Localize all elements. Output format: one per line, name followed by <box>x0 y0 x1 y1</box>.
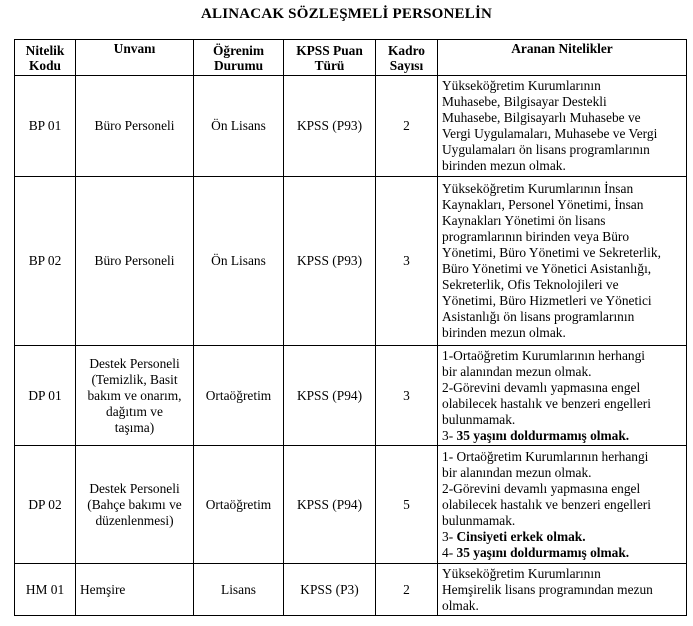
code-cell: BP 02 <box>15 177 76 346</box>
title-cell: Büro Personeli <box>76 76 194 177</box>
header-code: Nitelik Kodu <box>15 40 76 76</box>
table-row <box>15 346 687 446</box>
table-header-row <box>15 40 687 76</box>
header-kpss: KPSS Puan Türü <box>284 40 376 76</box>
qualifications-cell: Yükseköğretim Kurumlarının Muhasebe, Bilgisayar Destekli Muhasebe, Bilgisayarlı Muhasebe ve Vergi Uygulamaları, Muhasebe ve Vergi Uygulamaları ön lisans programlarının birinden mezun olmak. <box>438 76 687 177</box>
count-cell: 2 <box>376 76 438 177</box>
education-cell: Ön Lisans <box>194 177 284 346</box>
kpss-cell: KPSS (P94) <box>284 346 376 446</box>
education-cell: Ön Lisans <box>194 76 284 177</box>
personnel-table <box>14 39 687 616</box>
qualifications-cell: 1- Ortaöğretim Kurumlarının herhangi bir alanından mezun olmak. 2-Görevini devamlı yapmasına engel olabilecek hastalık ve benzeri engelleri bulunmamak. 3- Cinsiyeti erkek olmak. 4- 35 yaşını doldurmamış olmak. <box>438 446 687 564</box>
qualifications-cell: 1-Ortaöğretim Kurumlarının herhangi bir alanından mezun olmak. 2-Görevini devamlı yapmasına engel olabilecek hastalık ve benzeri engelleri bulunmamak. 3- 35 yaşını doldurmamış olmak. <box>438 346 687 446</box>
table-row <box>15 76 687 177</box>
table-row <box>15 177 687 346</box>
qualifications-cell: Yükseköğretim Kurumlarının Hemşirelik lisans programından mezun olmak. <box>438 564 687 616</box>
kpss-cell: KPSS (P3) <box>284 564 376 616</box>
header-count: Kadro Sayısı <box>376 40 438 76</box>
count-cell: 2 <box>376 564 438 616</box>
education-cell: Ortaöğretim <box>194 446 284 564</box>
education-cell: Ortaöğretim <box>194 346 284 446</box>
title-cell: Destek Personeli (Bahçe bakımı ve düzenlenmesi) <box>76 446 194 564</box>
code-cell: DP 01 <box>15 346 76 446</box>
table-row <box>15 446 687 564</box>
kpss-cell: KPSS (P93) <box>284 76 376 177</box>
title-cell: Hemşire <box>76 564 194 616</box>
title-cell: Destek Personeli (Temizlik, Basit bakım ve onarım, dağıtım ve taşıma) <box>76 346 194 446</box>
code-cell: DP 02 <box>15 446 76 564</box>
kpss-cell: KPSS (P94) <box>284 446 376 564</box>
header-title: Unvanı <box>76 40 194 76</box>
title-cell: Büro Personeli <box>76 177 194 346</box>
education-cell: Lisans <box>194 564 284 616</box>
table-row <box>15 564 687 616</box>
header-education: Öğrenim Durumu <box>194 40 284 76</box>
document-title: ALINACAK SÖZLEŞMELİ PERSONELİN <box>200 6 493 22</box>
kpss-cell: KPSS (P93) <box>284 177 376 346</box>
code-cell: HM 01 <box>15 564 76 616</box>
qualifications-cell: Yükseköğretim Kurumlarının İnsan Kaynakları, Personel Yönetimi, İnsan Kaynakları Yönetimi ön lisans programlarının birinden veya Büro Yönetimi, Büro Yönetimi ve Sekreterlik, Büro Yönetimi ve Yönetici Asistanlığı, Sekreterlik, Ofis Teknolojileri ve Yönetimi, Büro Hizmetleri ve Yönetici Asistanlığı ön lisans programlarının birinden mezun olmak. <box>438 177 687 346</box>
header-qualifications: Aranan Nitelikler <box>438 40 687 76</box>
code-cell: BP 01 <box>15 76 76 177</box>
count-cell: 3 <box>376 177 438 346</box>
count-cell: 3 <box>376 346 438 446</box>
count-cell: 5 <box>376 446 438 564</box>
